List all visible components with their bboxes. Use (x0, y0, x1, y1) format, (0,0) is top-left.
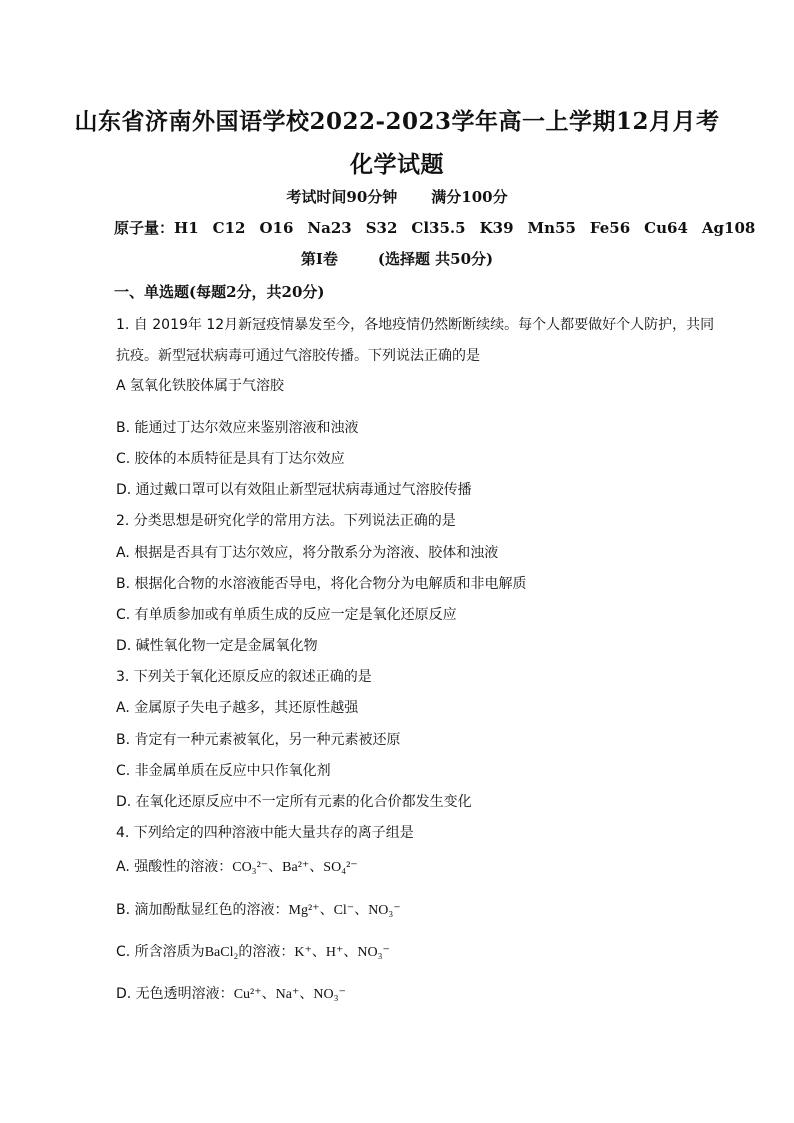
atomic-masses (114, 217, 769, 238)
ion: Cl⁻ (333, 903, 355, 918)
question-stem: 4. 下列给定的四种溶液中能大量共存的离子组是 (116, 825, 414, 841)
solute: BaCl₂ (204, 945, 239, 960)
atomic-mass: H1 (174, 219, 199, 237)
full-score: 满分100分 (431, 188, 508, 206)
ion: NO₃⁻ (357, 945, 390, 960)
question-option: A. 金属原子失电子越多，其还原性越强 (116, 700, 359, 716)
option-prefix: A. 强酸性的溶液： (116, 859, 233, 875)
question-option: B. 肯定有一种元素被氧化，另一种元素被还原 (116, 732, 401, 748)
option-prefix: C. 所含溶质为 (116, 944, 205, 960)
question-option: A 氢氧化铁胶体属于气溶胶 (116, 378, 285, 394)
exam-info (0, 186, 794, 207)
volume-label: 第I卷 (300, 250, 338, 268)
option-prefix: B. 滴加酚酞显红色的溶液： (116, 902, 289, 918)
atomic-mass-label: 原子量： (114, 219, 175, 237)
question-option (116, 856, 358, 876)
separator: 、 (309, 859, 324, 875)
atomic-mass: O16 (259, 219, 294, 237)
ion: NO₃⁻ (313, 987, 346, 1002)
atomic-mass: Ag108 (701, 219, 756, 237)
ion: Na⁺ (275, 987, 300, 1002)
question-option: A. 根据是否具有丁达尔效应，将分散系分为溶液、胶体和浊液 (116, 545, 499, 561)
question-option (116, 983, 346, 1003)
separator: 、 (343, 944, 358, 960)
question-option (116, 941, 390, 961)
ion: Mg²⁺ (288, 903, 320, 918)
atomic-mass: C12 (212, 219, 246, 237)
ion: Cu²⁺ (233, 987, 262, 1002)
ion: SO₄²⁻ (323, 860, 358, 875)
volume-heading (0, 248, 794, 269)
exam-subject: 化学试题 (350, 151, 444, 178)
question-stem: 1. 自 2019年 12月新冠疫情暴发至今，各地疫情仍然断断续续。每个人都要做好个人防护，共同 (116, 317, 715, 333)
atomic-mass: Fe56 (589, 219, 631, 237)
separator: 、 (299, 986, 314, 1002)
option-suffix: 的溶液： (238, 944, 295, 960)
question-option: C. 非金属单质在反应中只作氧化剂 (116, 763, 331, 779)
separator: 、 (268, 859, 283, 875)
question-option: D. 通过戴口罩可以有效阻止新型冠状病毒通过气溶胶传播 (116, 482, 472, 498)
separator: 、 (311, 944, 326, 960)
question-option: C. 有单质参加或有单质生成的反应一定是氧化还原反应 (116, 607, 457, 623)
atomic-mass: Na23 (307, 219, 352, 237)
exam-title: 山东省济南外国语学校2022-2023学年高一上学期12月月考 (74, 108, 720, 135)
atomic-mass: Cl35.5 (411, 219, 466, 237)
question-stem: 2. 分类思想是研究化学的常用方法。下列说法正确的是 (116, 513, 456, 529)
question-stem: 3. 下列关于氧化还原反应的叙述正确的是 (116, 669, 372, 685)
ion: CO₃²⁻ (232, 860, 269, 875)
ion: NO₃⁻ (368, 903, 401, 918)
separator: 、 (261, 986, 276, 1002)
question-option: D. 碱性氧化物一定是金属氧化物 (116, 638, 318, 654)
ion: K⁺ (294, 945, 312, 960)
question-option: D. 在氧化还原反应中不一定所有元素的化合价都发生变化 (116, 794, 472, 810)
option-prefix: D. 无色透明溶液： (116, 986, 234, 1002)
atomic-mass: K39 (479, 219, 514, 237)
ion: H⁺ (325, 945, 344, 960)
separator: 、 (319, 902, 334, 918)
ion: Ba²⁺ (282, 860, 310, 875)
atomic-mass: Mn55 (527, 219, 576, 237)
question-option: B. 能通过丁达尔效应来鉴别溶液和浊液 (116, 420, 359, 436)
section-title: 一、单选题(每题2分，共20分) (114, 283, 325, 301)
volume-desc: (选择题 共50分) (377, 250, 494, 268)
question-option: C. 胶体的本质特征是具有丁达尔效应 (116, 451, 345, 467)
question-stem-cont: 抗疫。新型冠状病毒可通过气溶胶传播。下列说法正确的是 (116, 348, 480, 364)
exam-time: 考试时间90分钟 (286, 188, 398, 206)
atomic-mass: S32 (365, 219, 398, 237)
question-option (116, 899, 401, 919)
atomic-mass: Cu64 (644, 219, 688, 237)
separator: 、 (354, 902, 369, 918)
question-option: B. 根据化合物的水溶液能否导电，将化合物分为电解质和非电解质 (116, 576, 527, 592)
